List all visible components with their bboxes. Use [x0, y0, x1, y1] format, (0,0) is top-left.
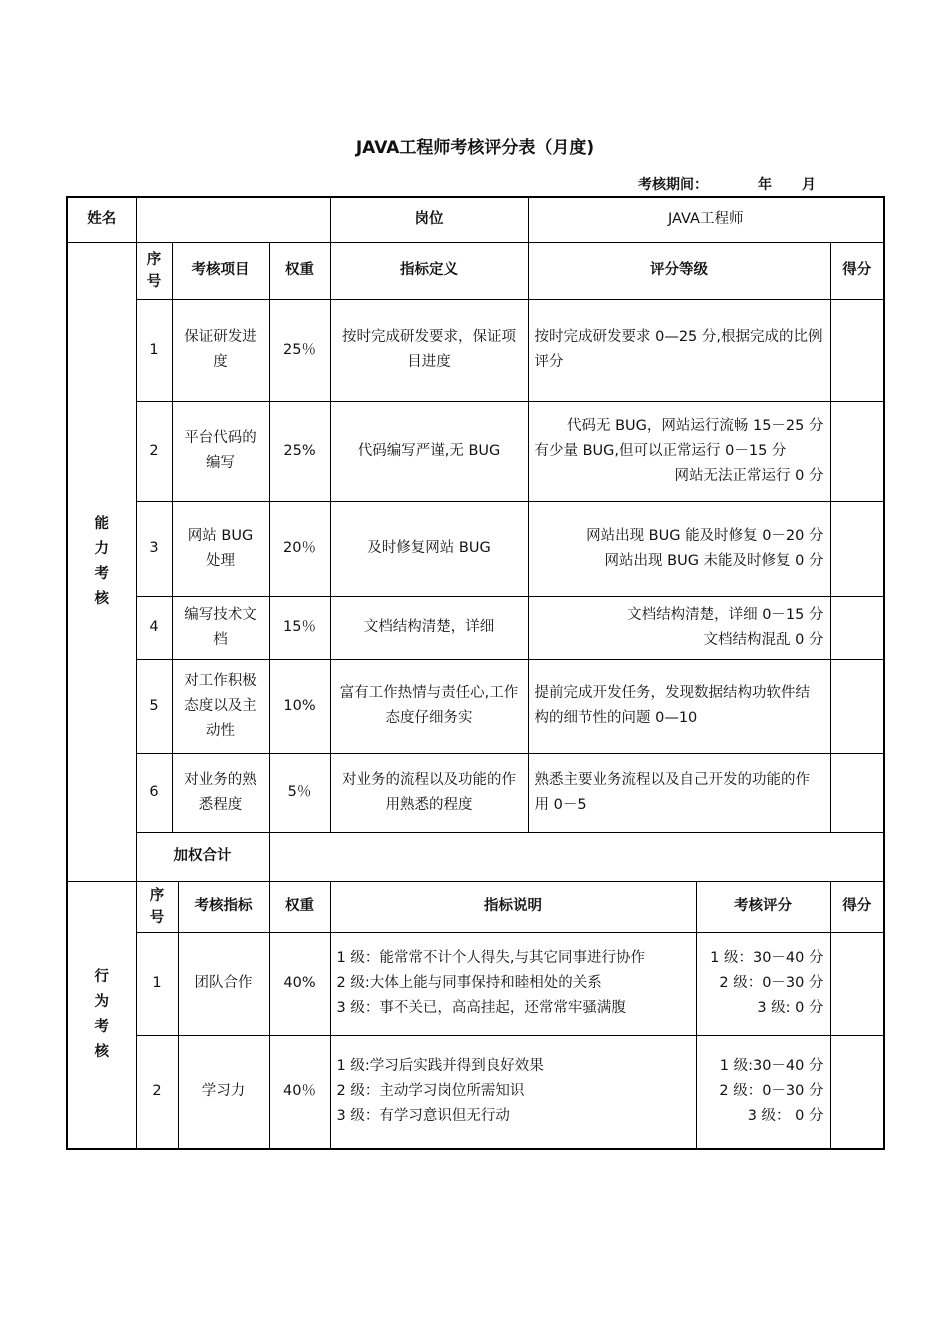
- behavior-row-1-desc-line-2: 2 级:大体上能与同事保持和睦相处的关系: [336, 975, 602, 991]
- behavior-row-1-score[interactable]: [830, 932, 884, 1035]
- ability-row-3-definition: 及时修复网站 BUG: [330, 501, 528, 596]
- behavior-col-weight: 权重: [269, 881, 330, 932]
- ability-row-5-score[interactable]: [830, 659, 884, 753]
- ability-row-1-grade: 按时完成研发要求 0—25 分,根据完成的比例评分: [528, 299, 830, 401]
- evaluation-table: [66, 196, 885, 1150]
- behavior-section-label: 行 为 考 核: [67, 881, 136, 1149]
- ability-row-3-grade-line-2: 网站出现 BUG 未能及时修复 0 分: [604, 552, 824, 569]
- page-title: JAVA工程师考核评分表（月度): [355, 138, 595, 158]
- ability-row-1-score[interactable]: [830, 299, 884, 401]
- ability-row-6-item: 对业务的熟悉程度: [172, 753, 269, 832]
- behavior-row-1-rating-line-1: 1 级：30－40 分: [710, 950, 824, 966]
- ability-row-2-grade-line-2: 有少量 BUG,但可以正常运行 0－15 分: [534, 442, 787, 459]
- ability-row-6-seq: 6: [136, 753, 172, 832]
- ability-row-1-weight: 25％: [269, 299, 330, 401]
- behavior-row-2-item: 学习力: [178, 1035, 269, 1149]
- behavior-row-2-desc-line-1: 1 级:学习后实践并得到良好效果: [336, 1058, 544, 1075]
- behavior-row-1-item: 团队合作: [178, 932, 269, 1035]
- ability-row-2-grade-line-1: 代码无 BUG，网站运行流畅 15－25 分: [566, 417, 824, 434]
- behavior-col-score: 得分: [830, 881, 884, 932]
- ability-row-2-grade: [528, 401, 830, 501]
- ability-row-4-grade-line-2: 文档结构混乱 0 分: [703, 631, 824, 648]
- ability-row-4-item: 编写技术文档: [172, 596, 269, 659]
- ability-col-weight: 权重: [269, 242, 330, 299]
- ability-row-3-seq: 3: [136, 501, 172, 596]
- weighted-total-value[interactable]: [269, 832, 884, 881]
- behavior-row-2-seq: 2: [136, 1035, 178, 1149]
- ability-row-2-item: 平台代码的编写: [172, 401, 269, 501]
- behavior-row-2-desc-line-3: 3 级：有学习意识但无行动: [336, 1108, 510, 1125]
- post-label: 岗位: [330, 197, 528, 242]
- behavior-row-2-rating: [696, 1035, 830, 1149]
- ability-row-5-item: 对工作积极态度以及主动性: [172, 659, 269, 753]
- ability-col-grade: 评分等级: [528, 242, 830, 299]
- post-value: JAVA工程师: [528, 197, 884, 242]
- ability-row-1-seq: 1: [136, 299, 172, 401]
- ability-row-2-score[interactable]: [830, 401, 884, 501]
- behavior-col-seq: 序 号: [136, 881, 178, 932]
- behavior-row-1-rating-line-2: 2 级：0－30 分: [719, 975, 824, 991]
- ability-row-4-weight: 15％: [269, 596, 330, 659]
- period-label: 考核期间：: [638, 177, 708, 193]
- ability-row-4-grade-line-1: 文档结构清楚，详细 0－15 分: [627, 606, 824, 623]
- ability-row-3-grade: [528, 501, 830, 596]
- ability-col-definition: 指标定义: [330, 242, 528, 299]
- behavior-row-1-weight: 40%: [269, 932, 330, 1035]
- behavior-row-2-rating-line-3: 3 级： 0 分: [747, 1108, 824, 1125]
- ability-row-5-definition: 富有工作热情与责任心,工作态度仔细务实: [330, 659, 528, 753]
- ability-row-5-weight: 10%: [269, 659, 330, 753]
- assessment-period: [638, 174, 816, 194]
- ability-row-6-definition: 对业务的流程以及功能的作用熟悉的程度: [330, 753, 528, 832]
- ability-row-2-weight: 25%: [269, 401, 330, 501]
- ability-row-3-score[interactable]: [830, 501, 884, 596]
- period-month: 月: [802, 177, 816, 193]
- ability-col-score: 得分: [830, 242, 884, 299]
- ability-row-5-grade: 提前完成开发任务，发现数据结构功软件结构的细节性的问题 0—10: [528, 659, 830, 753]
- ability-row-1-definition: 按时完成研发要求，保证项目进度: [330, 299, 528, 401]
- name-label: 姓名: [67, 197, 136, 242]
- behavior-row-1-desc-line-3: 3 级：事不关已，高高挂起，还常常牢骚满腹: [336, 1000, 626, 1016]
- behavior-col-item: 考核指标: [178, 881, 269, 932]
- ability-col-seq: 序 号: [136, 242, 172, 299]
- ability-col-item: 考核项目: [172, 242, 269, 299]
- ability-row-4-grade: [528, 596, 830, 659]
- behavior-col-description: 指标说明: [330, 881, 696, 932]
- behavior-row-2-weight: 40％: [269, 1035, 330, 1149]
- behavior-row-2-score[interactable]: [830, 1035, 884, 1149]
- behavior-row-2-rating-line-1: 1 级:30－40 分: [719, 1058, 824, 1075]
- ability-row-6-grade: 熟悉主要业务流程以及自己开发的功能的作用 0－5: [528, 753, 830, 832]
- ability-row-1-item: 保证研发进度: [172, 299, 269, 401]
- ability-row-2-definition: 代码编写严谨,无 BUG: [330, 401, 528, 501]
- behavior-col-rating: 考核评分: [696, 881, 830, 932]
- behavior-row-1-desc-line-1: 1 级：能常常不计个人得失,与其它同事进行协作: [336, 950, 645, 966]
- behavior-row-1-seq: 1: [136, 932, 178, 1035]
- ability-row-2-seq: 2: [136, 401, 172, 501]
- ability-row-4-definition: 文档结构清楚，详细: [330, 596, 528, 659]
- ability-row-6-score[interactable]: [830, 753, 884, 832]
- behavior-row-2-rating-line-2: 2 级：0－30 分: [719, 1083, 824, 1100]
- behavior-row-2-desc-line-2: 2 级：主动学习岗位所需知识: [336, 1083, 525, 1100]
- behavior-row-1-rating-line-3: 3 级: 0 分: [757, 1000, 824, 1016]
- weighted-total-label: 加权合计: [136, 832, 269, 881]
- ability-row-6-weight: 5％: [269, 753, 330, 832]
- ability-row-4-seq: 4: [136, 596, 172, 659]
- name-value[interactable]: [136, 197, 330, 242]
- ability-row-2-grade-line-3: 网站无法正常运行 0 分: [674, 467, 824, 484]
- ability-row-3-weight: 20％: [269, 501, 330, 596]
- ability-row-5-seq: 5: [136, 659, 172, 753]
- ability-row-3-item: 网站 BUG 处理: [172, 501, 269, 596]
- behavior-row-2-description: [330, 1035, 696, 1149]
- ability-row-3-grade-line-1: 网站出现 BUG 能及时修复 0－20 分: [586, 527, 824, 544]
- period-year: 年: [758, 177, 772, 193]
- behavior-row-1-description: [330, 932, 696, 1035]
- ability-section-label: 能 力 考 核: [67, 242, 136, 881]
- behavior-row-1-rating: [696, 932, 830, 1035]
- ability-row-4-score[interactable]: [830, 596, 884, 659]
